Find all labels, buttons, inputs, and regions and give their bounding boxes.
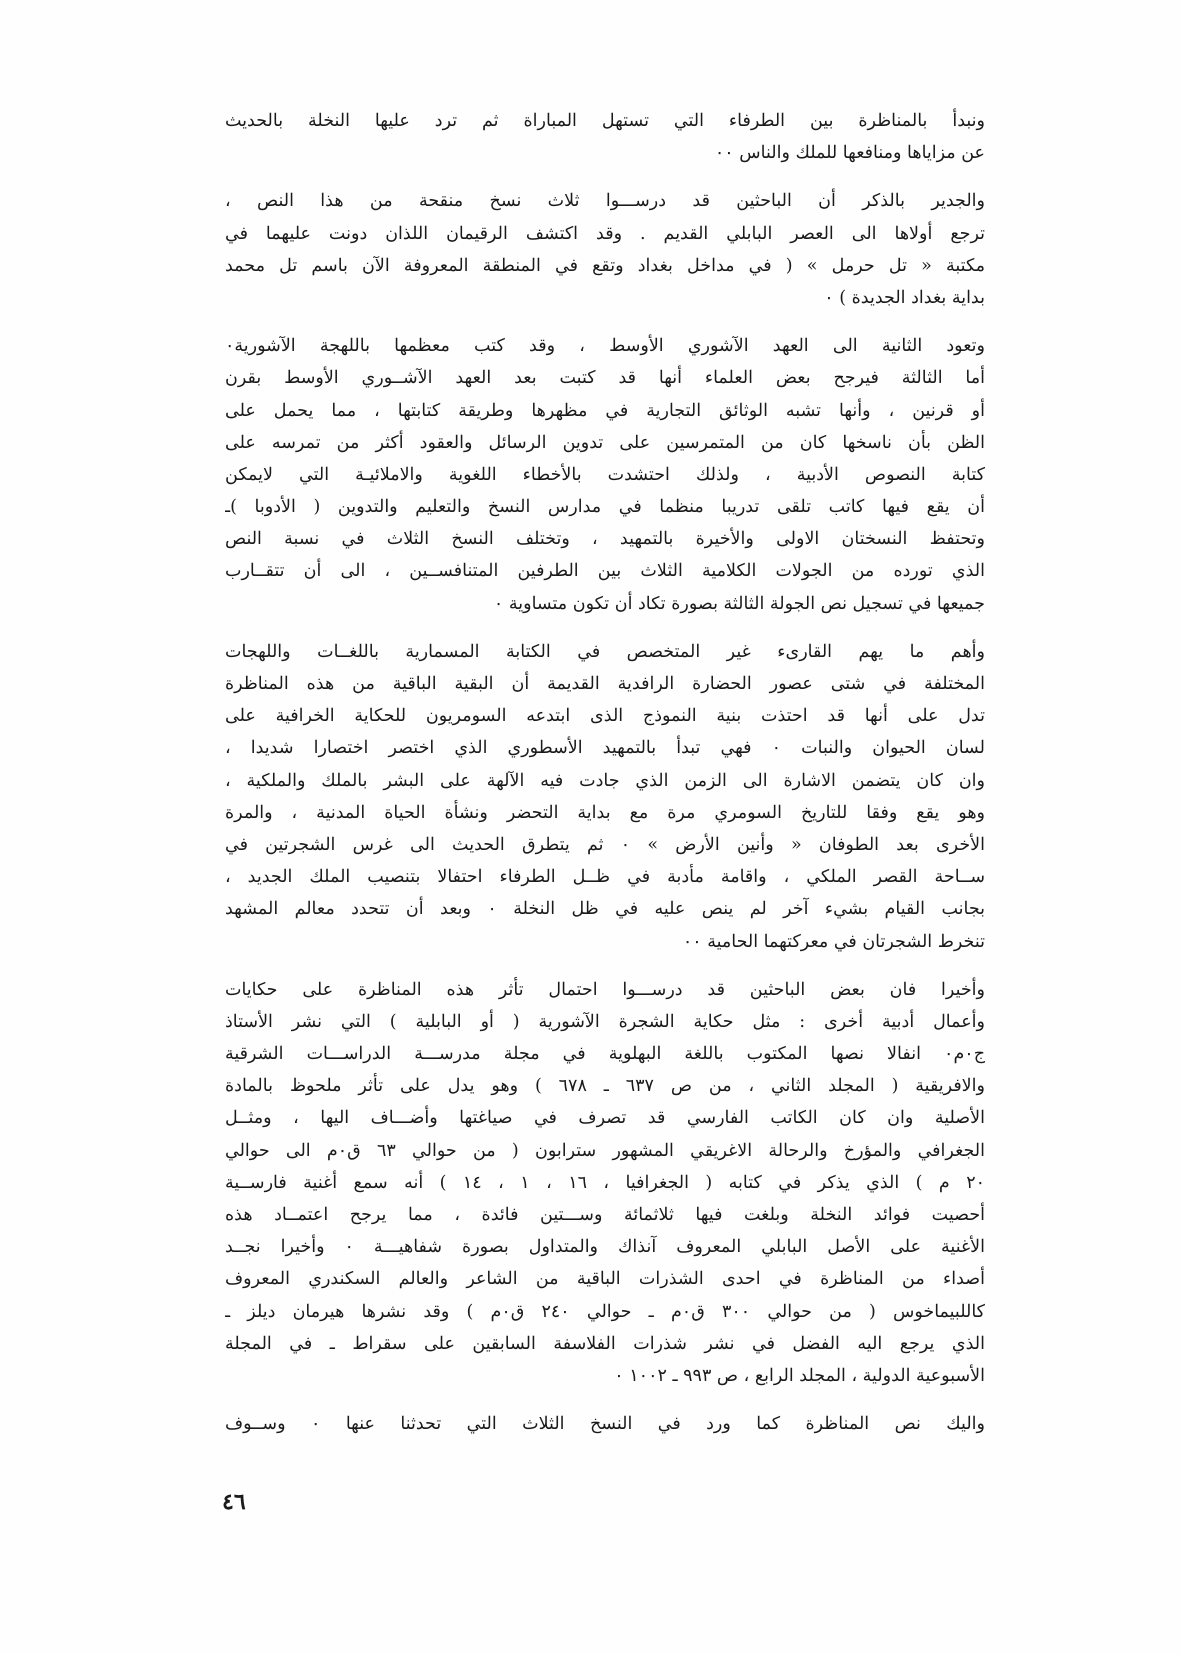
paragraph [225,185,985,314]
page-number: ٤٦ [222,1489,246,1515]
paragraph [225,105,985,169]
text-line: ٢٠ م ) الذي يذكر في كتابه ( الجغرافيا ، ١٦ ، ١ ، ١٤ ) أنه سمع أغنية فارســية [225,1172,985,1193]
text-line: ســاحة القصر الملكي ، واقامة مأدبة في ظــل الطرفاء احتفالا بتنصيب الملك الجديد ، [225,867,985,888]
paragraph-gap [225,314,985,330]
text-line: الأصلية وان كان الكاتب الفارسي قد تصرف في صياغتها وأضـــاف اليها ، ومثــل [225,1108,985,1129]
text-line: الأخرى بعد الطوفان « وأنين الأرض » ٠ ثم يتطرق الحديث الى غرس الشجرتين في [225,834,985,855]
text-line: عن مزاياها ومنافعها للملك والناس ٠٠ [714,143,985,164]
text-line: كاللبيماخوس ( من حوالي ٣٠٠ ق٠م ـ حوالي ٢٤٠ ق٠م ) وقد نشرها هيرمان ديلز ـ [225,1301,985,1322]
text-line: وأخيرا فان بعض الباحثين قد درســـوا احتمال تأثر هذه المناظرة على حكايات [225,979,985,1000]
text-line: الأسبوعية الدولية ، المجلد الرابع ، ص ٩٩٣ ـ ١٠٠٢ ٠ [614,1365,985,1386]
paragraph [225,1408,985,1440]
paragraph [225,330,985,620]
paragraph-gap [225,1392,985,1408]
text-line: أما الثالثة فيرجح بعض العلماء أنها قد كتبت بعد العهد الآشــوري الأوسط بقرن [225,368,985,389]
text-column [225,105,985,1440]
text-line: كتابة النصوص الأدبية ، ولذلك احتشدت بالأخطاء اللغوية والاملائيـة التي لايمكن [225,464,985,485]
paragraph [225,974,985,1392]
text-line: أحصيت فوائد النخلة وبلغت فيها ثلاثمائة وســـتين فائدة ، مما يرجح اعتمــاد هذه [225,1205,985,1225]
text-line: أن يقع فيها كاتب تلقى تدريبا منظما في مدارس النسخ والتعليم والتدوين ( الأدوبا )ـ [225,497,985,518]
text-line: المختلفة في شتى عصور الحضارة الرافدية القديمة أن البقية الباقية من هذه المناظرة [225,674,985,694]
text-line: مكتبة « تل حرمل » ( في مداخل بغداد وتقع في المنطقة المعروفة الآن باسم تل محمد [225,255,985,276]
text-line: الأغنية على الأصل البابلي المعروف آنذاك والمتداول بصورة شفاهيـــة ٠ وأخيرا نجــد [225,1237,985,1258]
text-line: وتعود الثانية الى العهد الآشوري الأوسط ، وقد كتب معظمها باللهجة الآشورية٠ [225,336,985,357]
paragraph [225,636,985,958]
text-line: لسان الحيوان والنبات ٠ فهي تبدأ بالتمهيد الأسطوري الذي اختصر اختصارا شديدا ، [225,738,985,759]
paragraph-gap [225,620,985,636]
text-line: والجدير بالذكر أن الباحثين قد درســـوا ثلاث نسخ منقحة من هذا النص ، [225,191,985,212]
text-line: الظن بأن ناسخها كان من المتمرسين على تدوين الرسائل والعقود أكثر من تمرسه على [225,432,985,453]
text-line: بداية بغداد الجديدة ) ٠ [824,287,985,308]
text-line: وأعمال أدبية أخرى : مثل حكاية الشجرة الآشورية ( أو البابلية ) التي نشر الأستاذ [225,1011,985,1032]
text-line: وهو يقع وفقا للتاريخ السومري مرة مع بداية التحضر ونشأة الحياة المدنية ، والمرة [225,802,985,823]
text-line: وأهم ما يهم القارىء غير المتخصص في الكتابة المسمارية باللغــات واللهجات [225,641,985,662]
text-line: الذي يرجع اليه الفضل في نشر شذرات الفلاسفة السابقين على سقراط ـ في المجلة [225,1333,985,1354]
text-line: الذي تورده من الجولات الكلامية الثلاث بين الطرفين المتنافســين ، الى أن تتقــارب [225,561,985,582]
text-line: جميعها في تسجيل نص الجولة الثالثة بصورة تكاد أن تكون متساوية ٠ [493,593,985,614]
text-line: تدل على أنها قد احتذت بنية النموذج الذى ابتدعه السومريون للحكاية الخرافية على [225,706,985,727]
text-line: تنخرط الشجرتان في معركتهما الحامية ٠٠ [682,931,985,952]
text-line: ترجع أولاها الى العصر البابلي القديم . وقد اكتشف الرقيمان اللذان دونت عليهما في [225,223,985,244]
text-line: الجغرافي والمؤرخ والرحالة الاغريقي المشهور سترابون ( من حوالي ٦٣ ق٠م الى حوالي [225,1140,985,1161]
text-line: وان كان يتضمن الاشارة الى الزمن الذي جادت فيه الآلهة على البشر بالملك والملكية ، [225,770,985,791]
text-line: أصداء من المناظرة في احدى الشذرات الباقية من الشاعر والعالم السكندري المعروف [225,1269,985,1290]
text-line: أو قرنين ، وأنها تشبه الوثائق التجارية في مظهرها وطريقة كتابتها ، مما يحمل على [225,400,985,421]
text-line: ج٠م٠ انفالا نصها المكتوب باللغة البهلوية في مجلة مدرســـة الدراســـات الشرقية [225,1044,985,1065]
text-line: وتحتفظ النسختان الاولى والأخيرة بالتمهيد ، وتختلف النسخ الثلاث في نسبة النص [225,529,985,550]
paragraph-gap [225,958,985,974]
text-line: واليك نص المناظرة كما ورد في النسخ الثلاث التي تحدثنا عنها ٠ وســوف [225,1414,985,1435]
text-line: بجانب القيام بشيء آخر لم ينص عليه في ظل النخلة ٠ وبعد أن تتحدد معالم المشهد [225,899,985,920]
text-line: ونبدأ بالمناظرة بين الطرفاء التي تستهل المباراة ثم ترد عليها النخلة بالحديث [225,111,985,131]
paragraph-gap [225,169,985,185]
text-line: والافريقية ( المجلد الثاني ، من ص ٦٣٧ ـ ٦٧٨ ) وهو يدل على تأثر ملحوظ بالمادة [225,1076,985,1097]
